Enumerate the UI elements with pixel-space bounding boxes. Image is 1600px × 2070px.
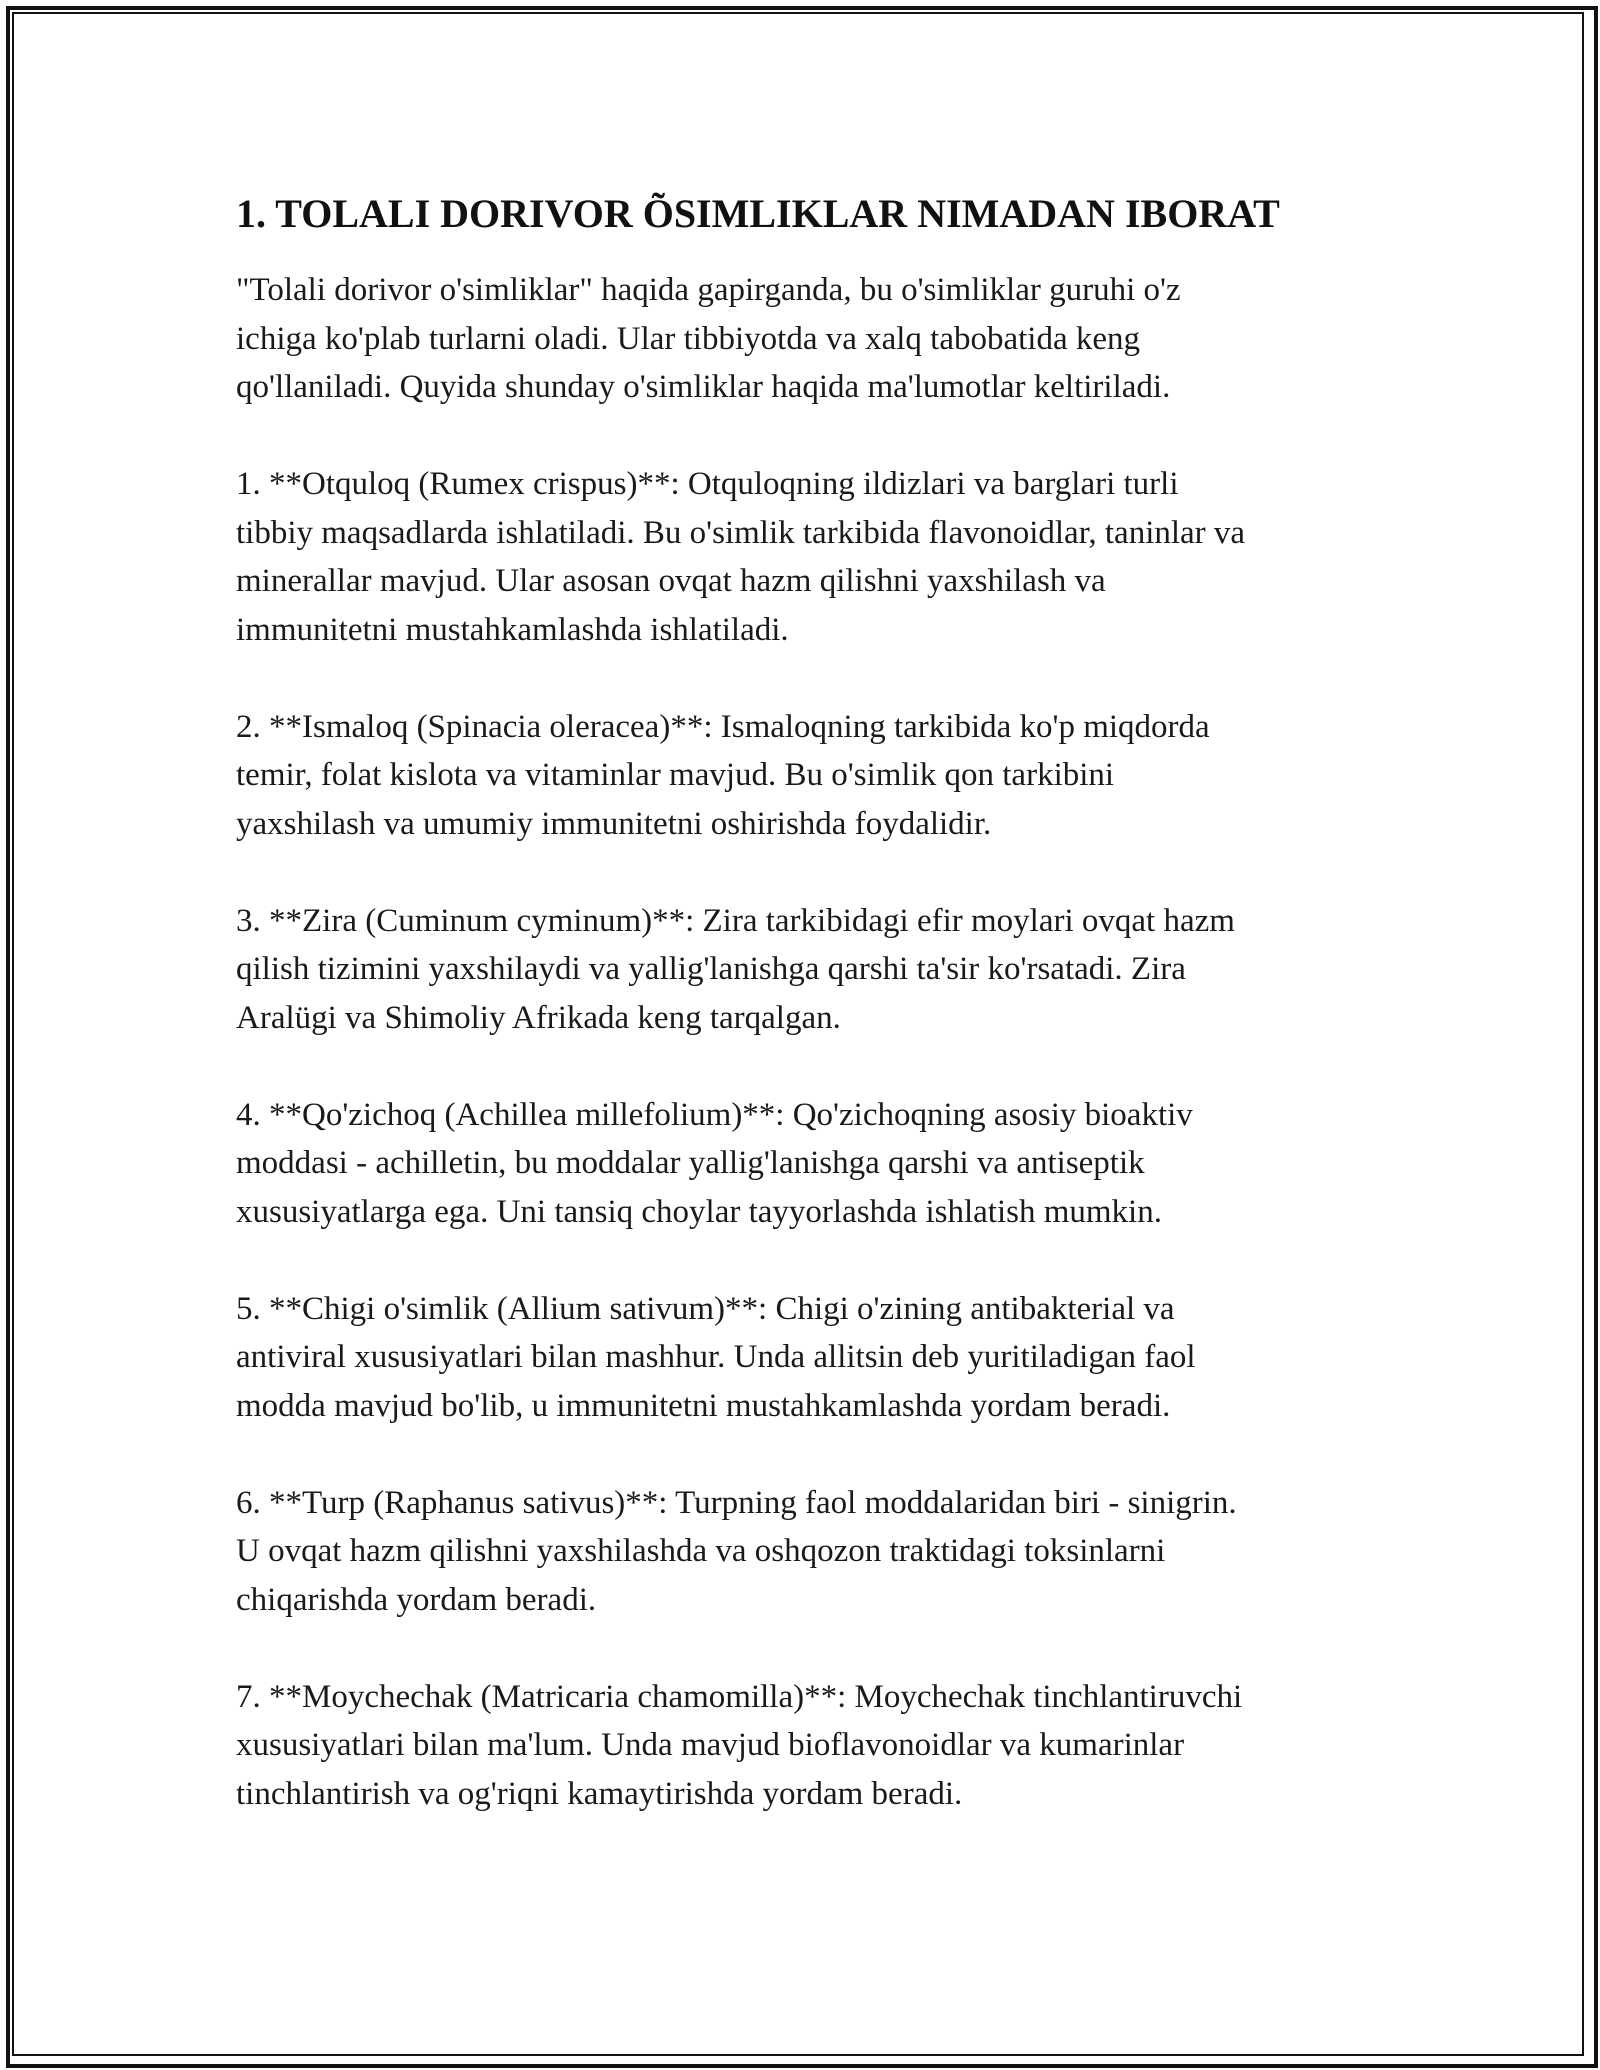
list-item-ismaloq [236, 703, 1386, 849]
list-item-chigi [236, 1285, 1386, 1431]
paragraph-line: tibbiy maqsadlarda ishlatiladi. Bu o'simlik tarkibida flavonoidlar, taninlar va [236, 514, 1246, 551]
paragraph-line: 4. **Qo'zichoq (Achillea millefolium)**: Qo'zichoqning asosiy bioaktiv [236, 1096, 1193, 1133]
paragraph-line: immunitetni mustahkamlashda ishlatiladi. [236, 611, 789, 648]
paragraph-line: 6. **Turp (Raphanus sativus)**: Turpning faol moddalaridan biri - sinigrin. [236, 1484, 1237, 1521]
paragraph-line: "Tolali dorivor o'simliklar" haqida gapirganda, bu o'simliklar guruhi o'z [236, 272, 1181, 308]
paragraph-line: 7. **Moychechak (Matricaria chamomilla)**: Moychechak tinchlantiruvchi [236, 1678, 1243, 1715]
paragraph-line: tinchlantirish va og'riqni kamaytirishda yordam beradi. [236, 1775, 963, 1812]
list-item-otquloq [236, 460, 1386, 654]
paragraph-line: moddasi - achilletin, bu moddalar yallig'lanishga qarshi va antiseptik [236, 1145, 1145, 1181]
paragraph-line: chiqarishda yordam beradi. [236, 1581, 597, 1618]
list-item-moychechak [236, 1673, 1386, 1819]
paragraph-line: modda mavjud bo'lib, u immunitetni mustahkamlashda yordam beradi. [236, 1387, 1171, 1424]
paragraph-line: xususiyatlarga ega. Uni tansiq choylar tayyorlashda ishlatish mumkin. [236, 1193, 1162, 1230]
list-item-turp [236, 1479, 1386, 1625]
paragraph-line: 5. **Chigi o'simlik (Allium sativum)**: Chigi o'zining antibakterial va [236, 1290, 1175, 1327]
intro-paragraph [236, 266, 1386, 412]
paragraph-line: antiviral xususiyatlari bilan mashhur. Unda allitsin deb yuritiladigan faol [236, 1339, 1196, 1375]
paragraph-line: temir, folat kislota va vitaminlar mavjud. Bu o'simlik qon tarkibini [236, 757, 1115, 793]
list-item-qozichoq [236, 1091, 1386, 1237]
paragraph-line: 2. **Ismaloq (Spinacia oleracea)**: Ismaloqning tarkibida ko'p miqdorda [236, 708, 1210, 745]
paragraph-line: Aralügi va Shimoliy Afrikada keng tarqalgan. [236, 999, 841, 1036]
paragraph-line: xususiyatlari bilan ma'lum. Unda mavjud bioflavonoidlar va kumarinlar [236, 1727, 1185, 1763]
paragraph-line: U ovqat hazm qilishni yaxshilashda va oshqozon traktidagi toksinlarni [236, 1533, 1166, 1569]
paragraph-line: yaxshilash va umumiy immunitetni oshirishda foydalidir. [236, 805, 992, 842]
page-title: 1. TOLALI DORIVOR ÕSIMLIKLAR NIMADAN IBORAT [236, 191, 1280, 236]
document-body [236, 188, 1386, 1867]
paragraph-line: 3. **Zira (Cuminum cyminum)**: Zira tarkibidagi efir moylari ovqat hazm [236, 902, 1235, 939]
list-item-zira [236, 897, 1386, 1043]
paragraph-line: minerallar mavjud. Ular asosan ovqat hazm qilishni yaxshilash va [236, 563, 1106, 599]
paragraph-line: qo'llaniladi. Quyida shunday o'simliklar haqida ma'lumotlar keltiriladi. [236, 369, 1171, 405]
paragraph-line: ichiga ko'plab turlarni oladi. Ular tibbiyotda va xalq tabobatida keng [236, 320, 1141, 357]
paragraph-line: qilish tizimini yaxshilaydi va yallig'lanishga qarshi ta'sir ko'rsatadi. Zira [236, 951, 1186, 987]
paragraph-line: 1. **Otquloq (Rumex crispus)**: Otquloqning ildizlari va barglari turli [236, 466, 1179, 502]
